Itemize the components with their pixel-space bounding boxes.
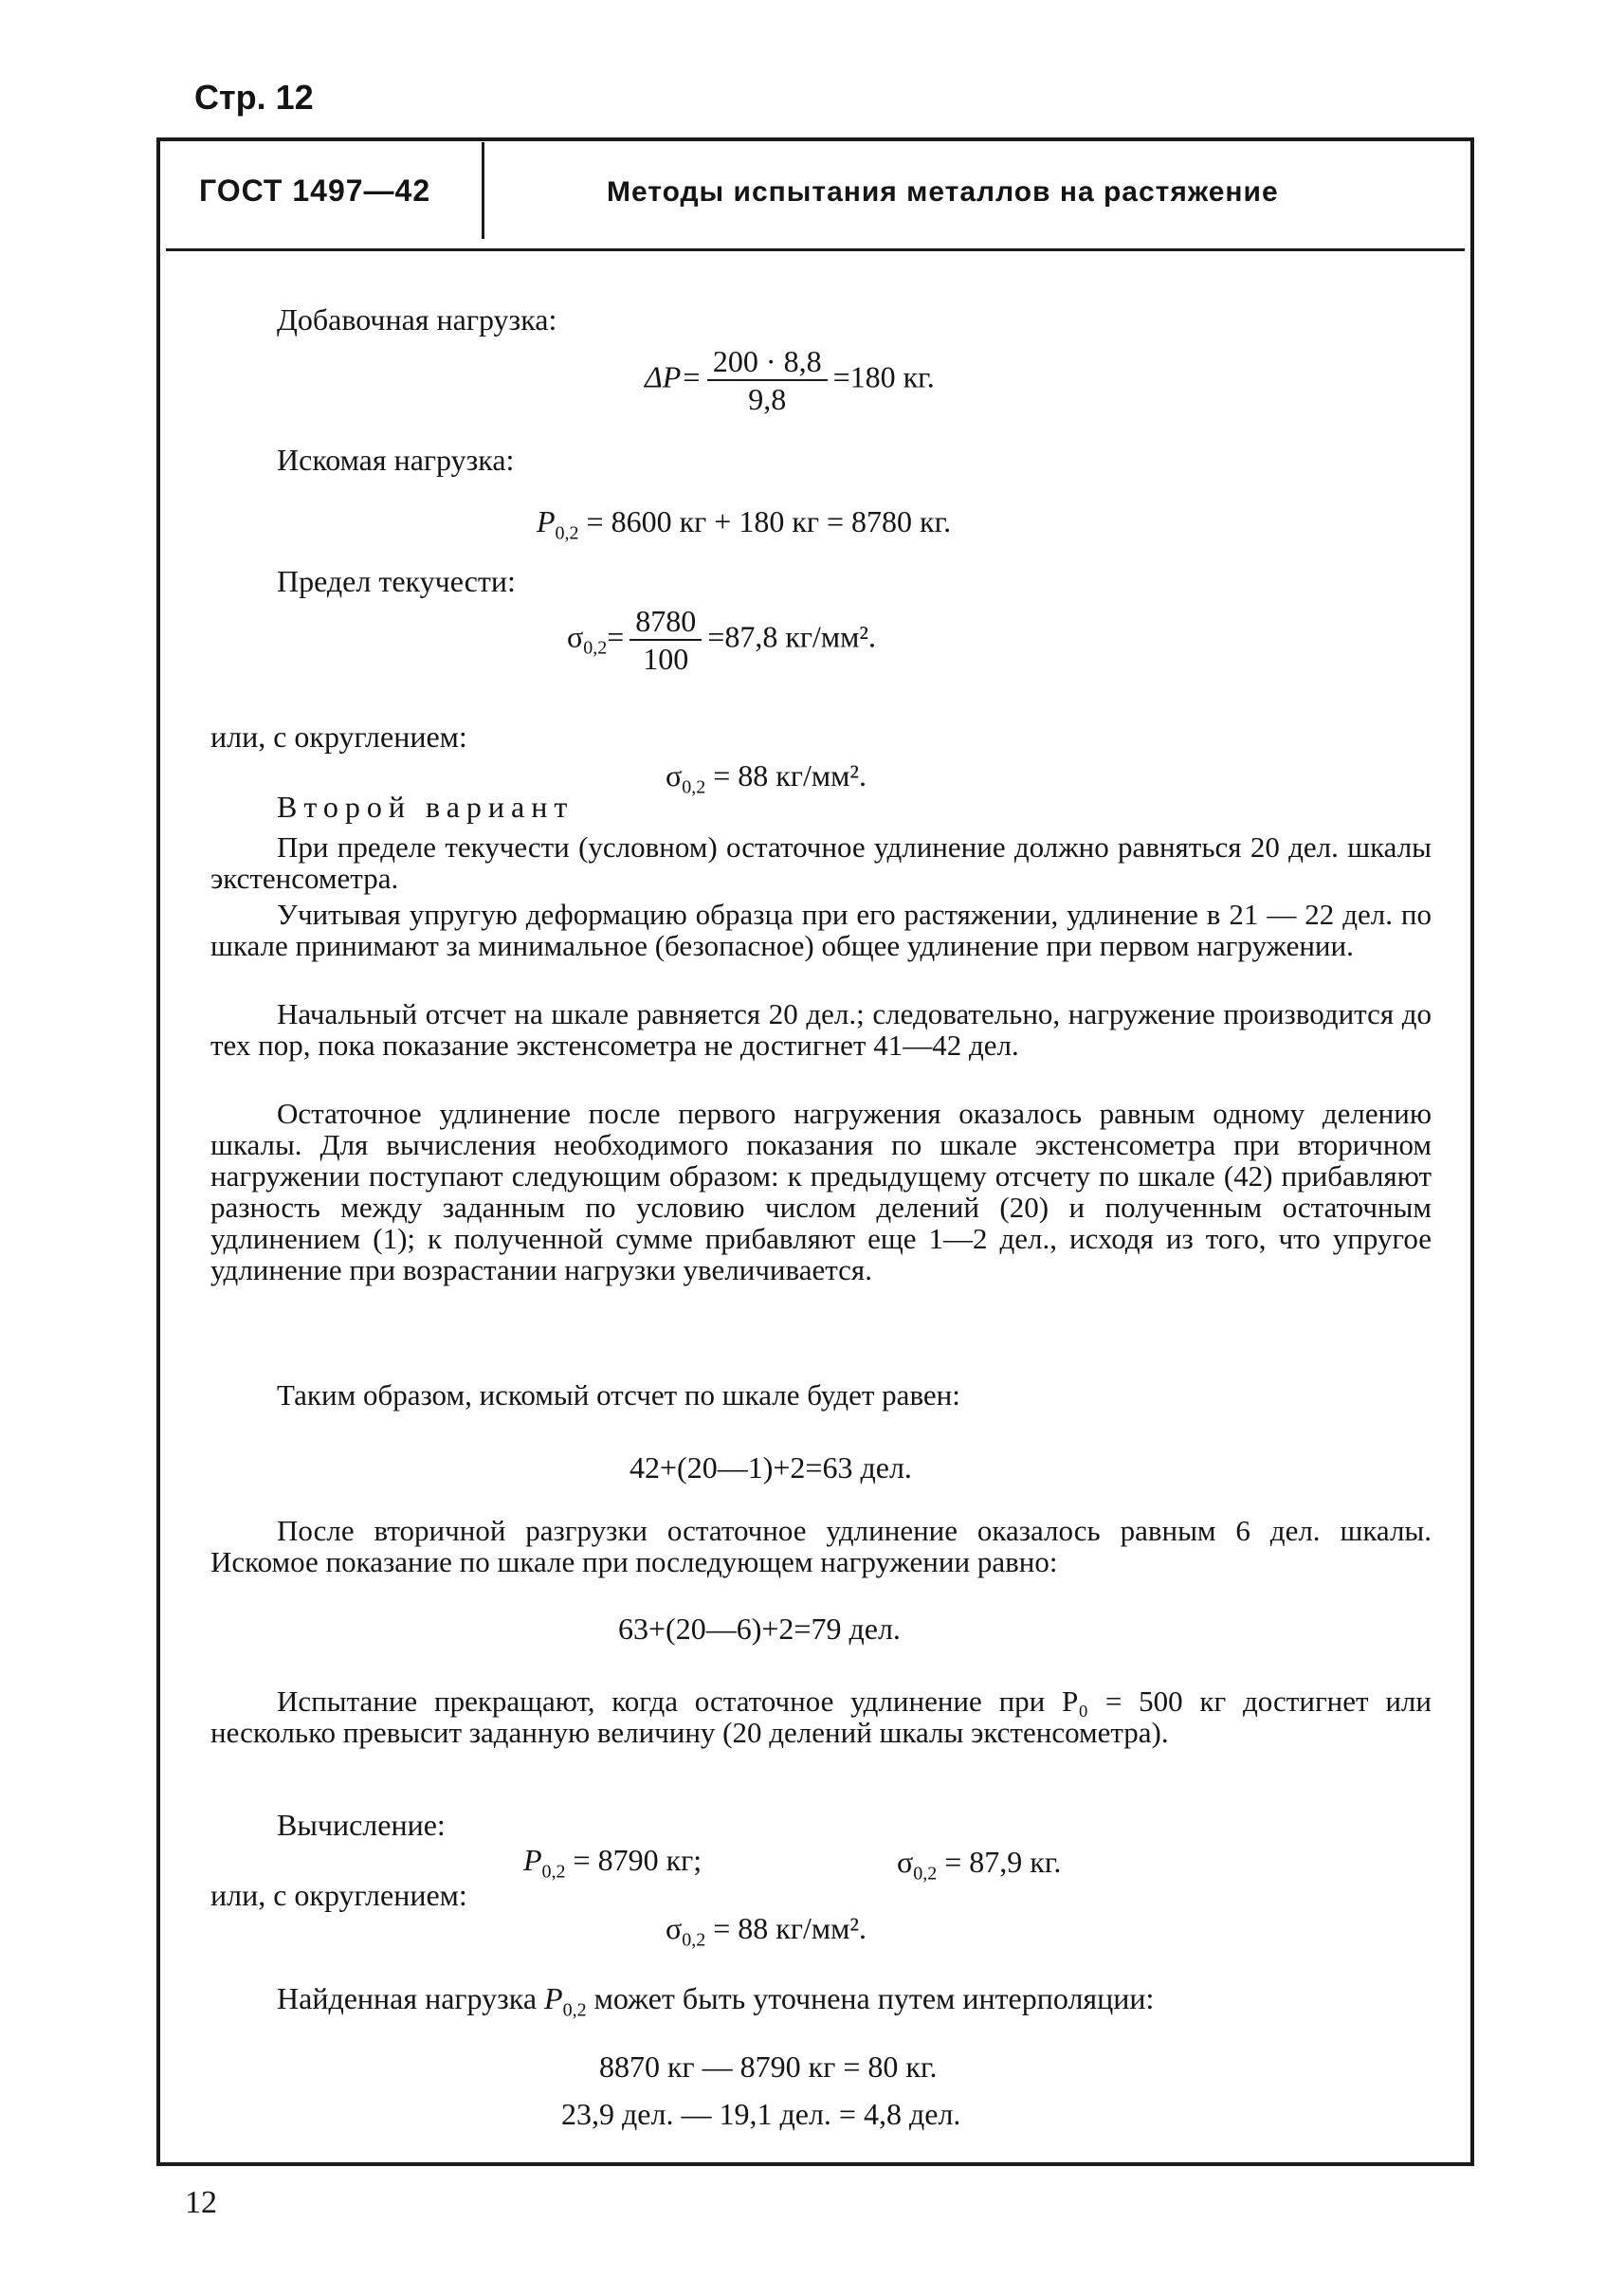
calc-p02-value: = 8790 кг;: [573, 1843, 703, 1877]
paragraph-8-end: может быть уточнена путем интерполяции:: [593, 1981, 1155, 2015]
delta-p-numerator: 200 · 8,8: [707, 343, 828, 381]
heading-calculation: Вычисление:: [277, 1808, 446, 1842]
delta-p-fraction: [707, 343, 828, 417]
formula-delta-p: [645, 343, 935, 417]
interpolation-line-1: 8870 кг — 8790 кг = 80 кг.: [599, 2049, 938, 2084]
sigma-rounded-2: = 88 кг/мм².: [713, 1911, 867, 1945]
heading-yield-limit: Предел текучести:: [277, 564, 516, 598]
paragraph-1: При пределе текучести (условном) остаточное удлинение должно равняться 20 дел. шкалы экстенсометра.: [210, 830, 1432, 895]
formula-sigma-rounded-2: $\sigma_{0,2} = 88$ кг/мм².: [666, 1911, 867, 1951]
header-divider: [482, 142, 484, 239]
paragraph-8: Найденная нагрузка $P_{0,2}$ может быть уточнена путем интерполяции:: [277, 1981, 1155, 2021]
calc-sigma: $\sigma_{0,2} = 87,9$ кг.: [897, 1845, 1062, 1885]
formula-sigma: $\sigma_{0,2}=$ $\frac{8780}{100}$ =87,8 кг/мм².: [567, 604, 876, 676]
formula-sigma-rounded-1: $\sigma_{0,2} = 88$ кг/мм².: [666, 758, 867, 798]
heading-required-load: Искомая нагрузка:: [277, 443, 515, 477]
sigma-numerator: 8780: [630, 603, 702, 641]
page-number: 12: [185, 2185, 217, 2220]
calc-sigma-value: = 87,9 кг.: [944, 1845, 1062, 1879]
interpolation-line-2: 23,9 дел. — 19,1 дел. = 4,8 дел.: [561, 2097, 961, 2131]
or-rounded-1: или, с округлением:: [210, 719, 467, 754]
sigma-fraction: [630, 603, 702, 677]
equation-79: 63+(20—6)+2=79 дел.: [618, 1612, 901, 1646]
sigma-denominator: 100: [643, 642, 689, 676]
paragraph-5: Таким образом, искомый отсчет по шкале будет равен:: [277, 1378, 960, 1412]
delta-p-rhs: =180 кг.: [832, 359, 935, 394]
sigma-rounded-1: = 88 кг/мм².: [713, 758, 867, 792]
document-title: Методы испытания металлов на растяжение: [607, 176, 1279, 208]
delta-p-denominator: 9,8: [748, 382, 787, 416]
variant-2-heading: Второй вариант: [277, 790, 575, 824]
sigma-rhs: =87,8 кг/мм².: [707, 619, 876, 654]
standard-number: ГОСТ 1497—42: [199, 173, 431, 208]
heading-additional-load: Добавочная нагрузка:: [277, 302, 557, 337]
paragraph-3: Начальный отсчет на шкале равняется 20 дел.; следовательно, нагружение производится до тех пор, пока показание экстенсометра не достигнет 41—42 дел.: [210, 997, 1432, 1062]
or-rounded-2: или, с округлением:: [210, 1878, 467, 1912]
page-label: Стр. 12: [194, 78, 314, 117]
calc-p02: $P_{0,2} = 8790$ кг;: [523, 1843, 703, 1883]
paragraph-6: После вторичной разгрузки остаточное удлинение оказалось равным 6 дел. шкалы. Искомое показание по шкале при последующем нагружении равно:: [210, 1514, 1432, 1578]
delta-p-lhs: ΔP=: [645, 359, 702, 394]
paragraph-4: Остаточное удлинение после первого нагружения оказалось равным одному делению шкалы. Для вычисления необходимого показания по шкале экстенсометра при вторичном нагружении поступают следующим образом: к предыдущему отсчету по шкале (42) прибавляют разность между заданным по условию числом делений (20) и полученным остаточным удлинением (1); к полученной сумме прибавляют еще 1—2 дел., исходя из того, что упругое удлинение при возрастании нагрузки увеличивается.: [210, 1097, 1432, 1286]
paragraph-7: Испытание прекращают, когда остаточное удлинение при P₀ = 500 кг достигнет или несколько превысит заданную величину (20 делений шкалы экстенсометра).: [210, 1685, 1432, 1749]
formula-p02-sum: $P_{0,2} = 8600$ кг + 180 кг = 8780 кг.: [537, 504, 952, 544]
p02-sum-value: 8600 кг + 180 кг = 8780 кг.: [611, 504, 952, 538]
equation-63: 42+(20—1)+2=63 дел.: [630, 1450, 912, 1484]
paragraph-2: Учитывая упругую деформацию образца при его растяжении, удлинение в 21 — 22 дел. по шкале принимают за минимальное (безопасное) общее удлинение при первом нагружении.: [210, 898, 1432, 962]
paragraph-8-start: Найденная нагрузка: [277, 1981, 538, 2015]
header-rule: [166, 248, 1465, 251]
